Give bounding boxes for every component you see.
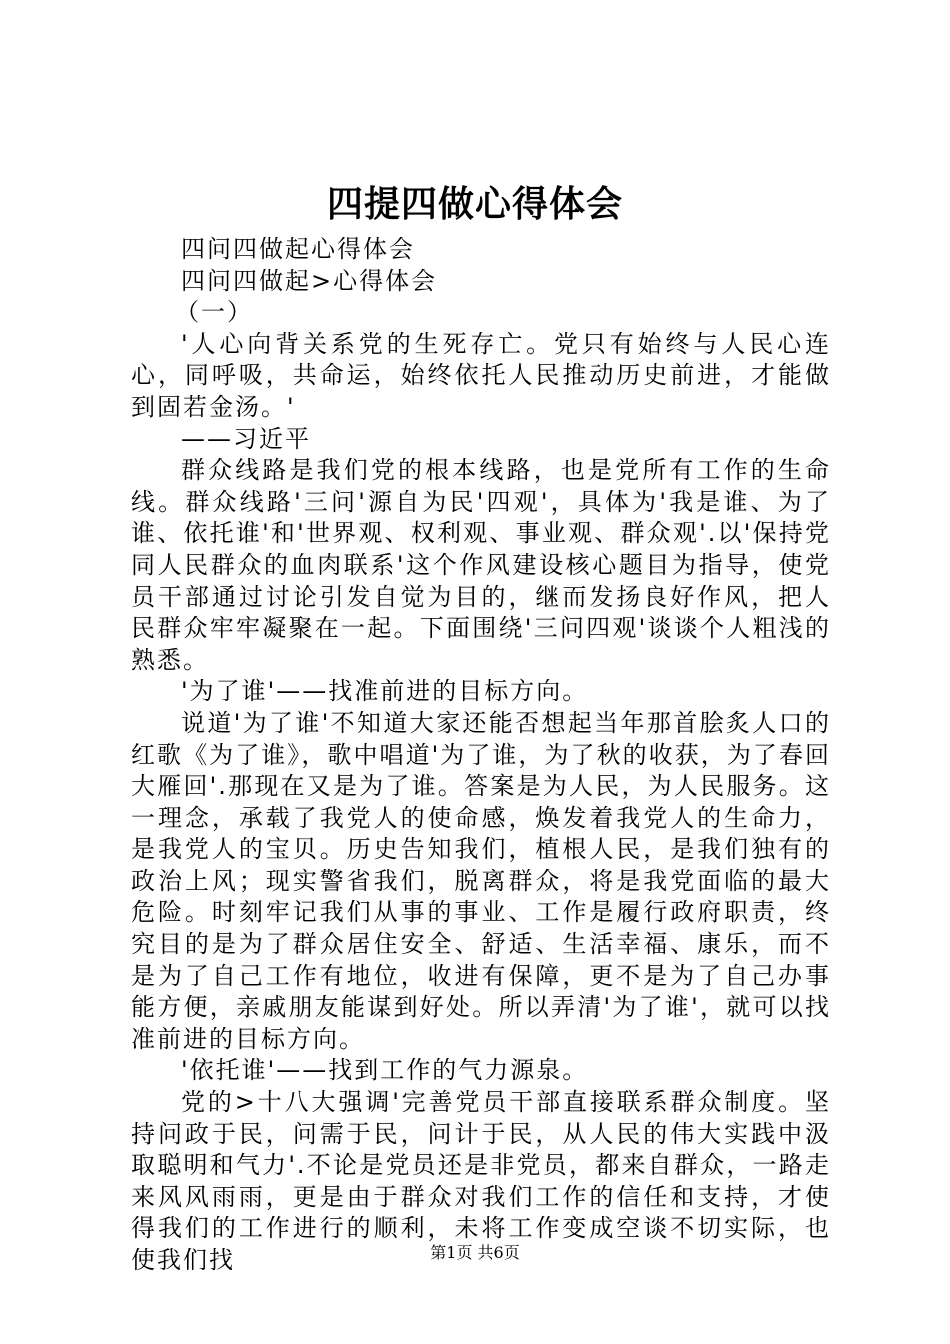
document-body [131, 234, 831, 1277]
section-heading: '依托谁'——找到工作的气力源泉。 [181, 1056, 589, 1085]
quote-paragraph: '人心向背关系党的生死存亡。党只有始终与人民心连心，同呼吸，共命运，始终依托人民推动历史前进，才能做到固若金汤。' [131, 329, 831, 421]
quote-attribution: ——习近平 [181, 424, 311, 453]
section-number: （一） [175, 298, 253, 327]
body-paragraph: 说道'为了谁'不知道大家还能否想起当年那首脍炙人口的红歌《为了谁》，歌中唱道'为了谁，为了秋的收获，为了春回大雁回'.那现在又是为了谁。答案是为人民，为人民服务。这一理念，承载了我党人的使命感，焕发着我党人的生命力，是我党人的宝贝。历史告知我们，植根人民，是我们独有的政治上风；现实警省我们，脱离群众，将是我党面临的最大危险。时刻牢记我们从事的事业、工作是履行政府职责，终究目的是为了群众居住安全、舒适、生活幸福、康乐，而不是为了自己工作有地位，收进有保障，更不是为了自己办事能方便，亲戚朋友能谋到好处。所以弄清'为了谁'，就可以找准前进的目标方向。 [131, 708, 831, 1053]
section-heading: '为了谁'——找准前进的目标方向。 [181, 677, 589, 706]
subtitle-line-1: 四问四做起心得体会 [181, 235, 415, 263]
body-paragraph: 群众线路是我们党的根本线路，也是党所有工作的生命线。群众线路'三问'源自为民'四观'，具体为'我是谁、为了谁、依托谁'和'世界观、权利观、事业观、群众观'.以'保持党同人民群众的血肉联系'这个作风建设核心题目为指导，使党员干部通过讨论引发自觉为目的，继而发扬良好作风，把人民群众牢牢凝聚在一起。下面围绕'三问四观'谈谈个人粗浅的熟悉。 [131, 456, 831, 674]
body-paragraph: 党的>十八大强调'完善党员干部直接联系群众制度。坚持问政于民，问需于民，问计于民，从人民的伟大实践中汲取聪明和气力'.不论是党员还是非党员，都来自群众，一路走来风风雨雨，更是由于群众对我们工作的信任和支持，才使得我们的工作进行的顺利，未将工作变成空谈不切实际，也使我们找 [131, 1088, 831, 1274]
subtitle-line-2: 四问四做起>心得体会 [181, 266, 438, 295]
document-title: 四提四做心得体会 [326, 183, 623, 225]
page-number-footer: 第1页 共6页 [430, 1243, 520, 1262]
